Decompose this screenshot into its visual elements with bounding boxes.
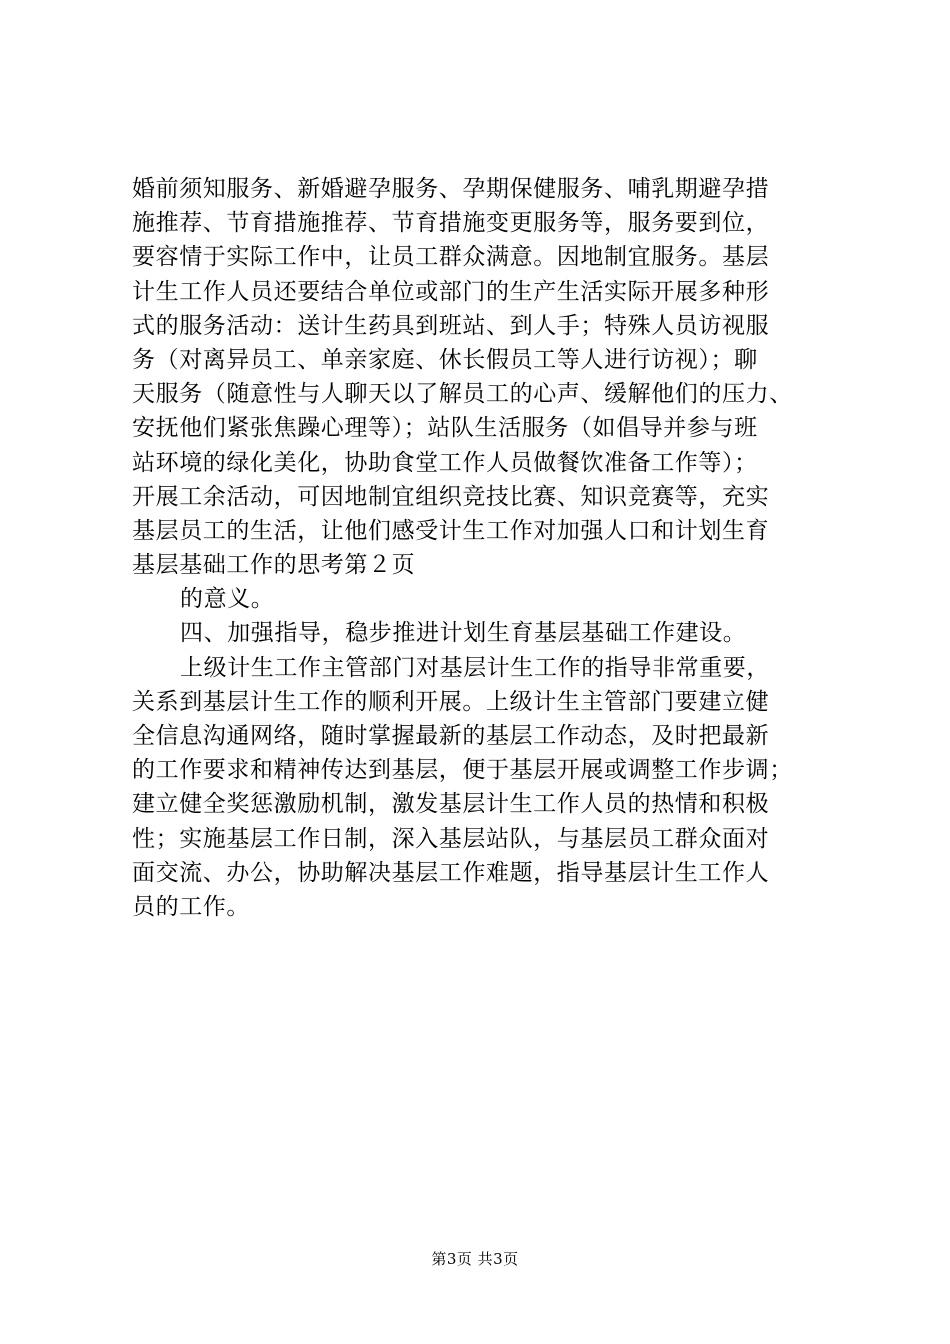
text-line: 安抚他们紧张焦躁心理等）；站队生活服务（如倡导并参与班: [132, 415, 758, 442]
text-line: 面交流、办公，协助解决基层工作难题，指导基层计生工作人: [132, 859, 770, 886]
text-line: 婚前须知服务、新婚避孕服务、孕期保健服务、哺乳期避孕措: [132, 176, 770, 202]
page-footer: 第3页 共3页: [431, 1250, 519, 1268]
text-line: 基层员工的生活，让他们感受计生工作对加强人口和计划生育: [132, 517, 770, 544]
text-line: 关系到基层计生工作的顺利开展。上级计生主管部门要建立健: [132, 688, 770, 715]
text-line: 计生工作人员还要结合单位或部门的生产生活实际开展多种形: [132, 278, 770, 305]
section-heading: 四、加强指导，稳步推进计划生育基层基础工作建设。: [180, 620, 747, 647]
text-line: 开展工余活动，可因地制宜组织竞技比赛、知识竞赛等，充实: [132, 483, 770, 510]
text-line: 式的服务活动：送计生药具到班站、到人手；特殊人员访视服: [132, 312, 770, 339]
text-line: 站环境的绿化美化，协助食堂工作人员做餐饮准备工作等）；: [132, 449, 758, 476]
text-line: 全信息沟通网络，随时掌握最新的基层工作动态，及时把最新: [132, 723, 770, 749]
text-line: 务（对离异员工、单亲家庭、休长假员工等人进行访视）；聊: [132, 346, 758, 373]
text-line: 要容情于实际工作中，让员工群众满意。因地制宜服务。基层: [132, 244, 770, 271]
text-line: 建立健全奖惩激励机制，激发基层计生工作人员的热情和积极: [132, 791, 770, 818]
text-line: 施推荐、节育措施推荐、节育措施变更服务等，服务要到位，: [132, 210, 770, 237]
text-line: 性；实施基层工作日制，深入基层站队，与基层员工群众面对: [132, 825, 770, 852]
text-line: 的意义。: [180, 586, 275, 613]
text-line: 的工作要求和精神传达到基层，便于基层开展或调整工作步调；: [132, 757, 793, 784]
paragraph-first-line: 上级计生工作主管部门对基层计生工作的指导非常重要，: [180, 654, 770, 681]
document-body: [132, 172, 832, 924]
text-line: 员的工作。: [132, 893, 250, 920]
text-line: 基层基础工作的思考第２页: [132, 552, 416, 579]
text-line: 天服务（随意性与人聊天以了解员工的心声、缓解他们的压力、: [132, 381, 793, 408]
